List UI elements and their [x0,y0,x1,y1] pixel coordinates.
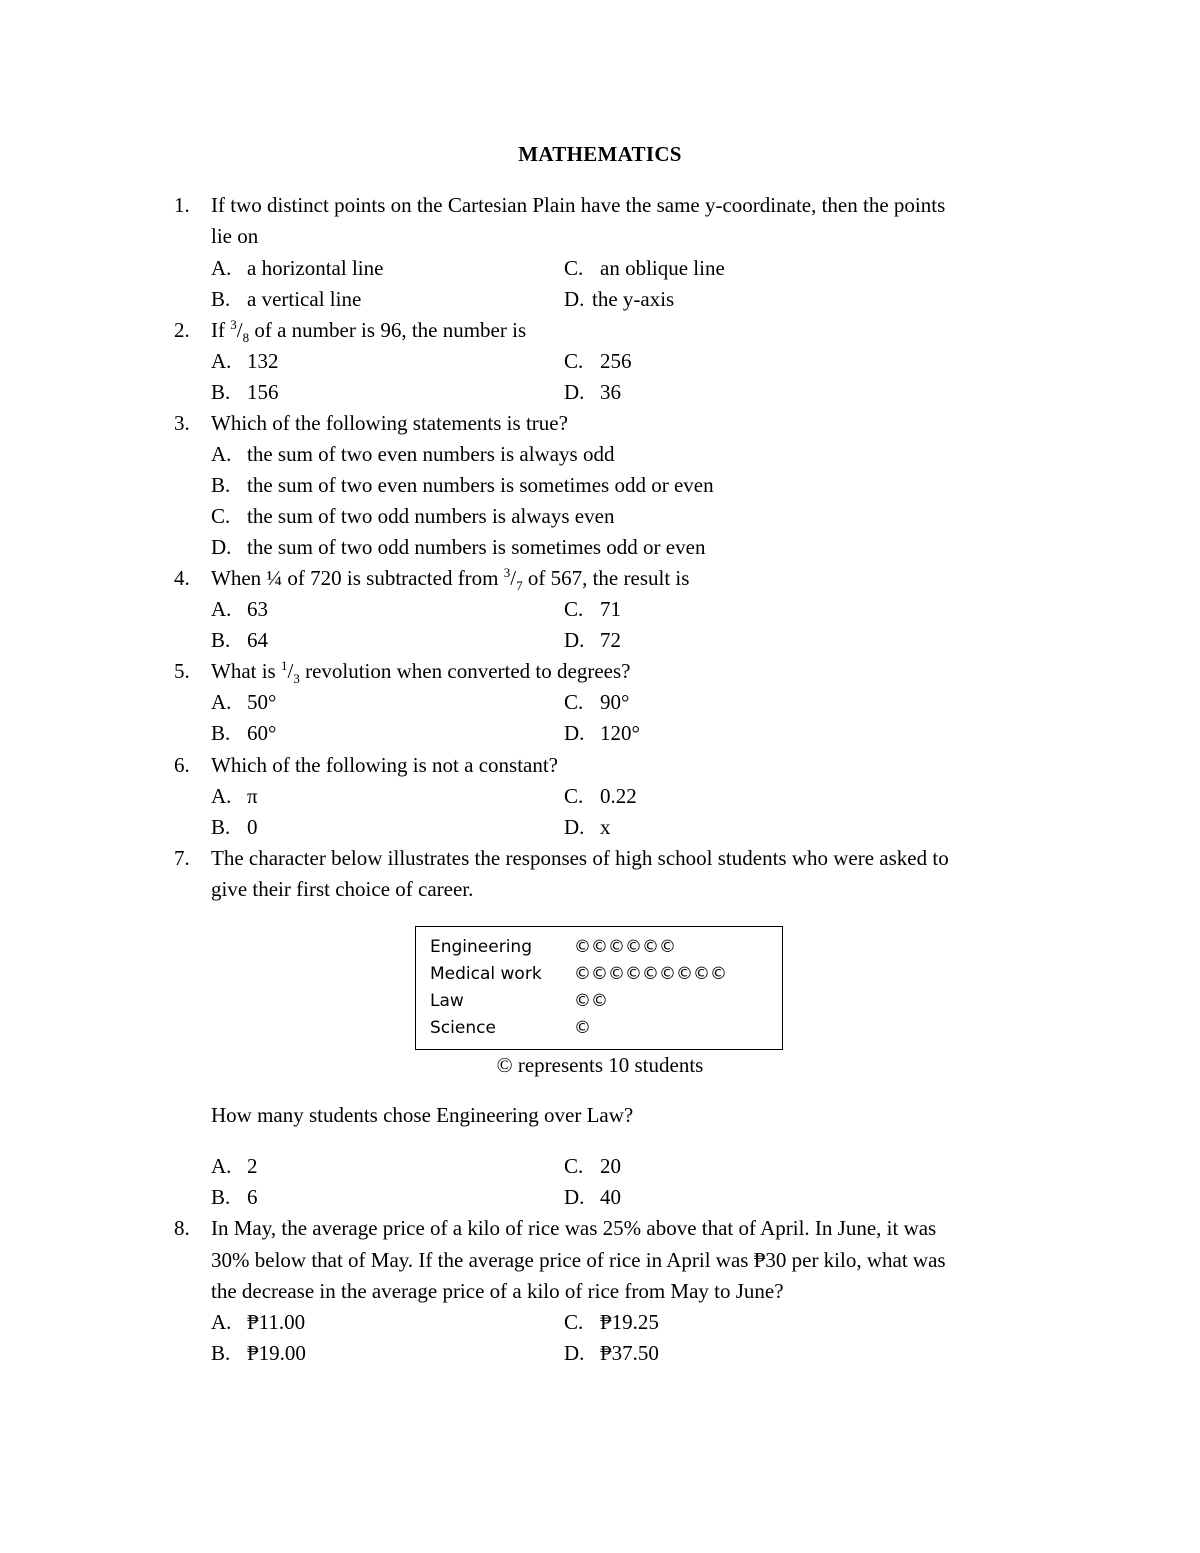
fraction-numerator: 3 [230,317,237,332]
option-label: A. [211,442,232,466]
pictograph-symbols: ©© [574,991,608,1011]
option-label: D. [564,628,585,652]
option-label: C. [564,256,584,280]
pictograph-label: Science [430,1018,496,1038]
pictograph-row [430,988,608,1014]
option-d [564,625,621,656]
question-text: give their first choice of career. [211,877,474,901]
question-text: How many students chose Engineering over Law? [211,1103,634,1127]
option-text: the sum of two odd numbers is always even [247,504,615,528]
option-a [211,594,268,625]
option-text: 63 [247,597,268,621]
option-text: 72 [600,628,621,652]
option-label: A. [211,349,232,373]
option-c [564,1307,659,1338]
option-text: a horizontal line [247,256,384,280]
text-segment: of a number is 96, the number is [249,318,527,342]
option-text: 36 [600,380,621,404]
option-label: B. [211,287,231,311]
option-label: B. [211,721,231,745]
question-text [211,315,526,346]
option-d [564,1338,659,1369]
fraction-denominator: 7 [516,578,523,594]
option-label: B. [211,628,231,652]
option-d [564,1182,621,1213]
option-label: C. [564,597,584,621]
option-a [211,1307,305,1338]
pictograph-row [430,1015,591,1041]
option-text: 0 [247,815,258,839]
option-text: 0.22 [600,784,637,808]
option-text: 2 [247,1154,258,1178]
pictograph-box [415,926,783,1050]
option-label: C. [564,1154,584,1178]
option-text: the y-axis [592,287,675,311]
option-b [211,812,258,843]
option-b [211,1338,306,1369]
option-text: π [247,784,258,808]
fraction-denominator: 3 [293,671,300,687]
option-d [564,284,674,315]
option-b [211,718,276,749]
pictograph-symbols: ©©©©©©©©© [574,964,727,984]
question-text [211,563,689,594]
option-c [564,781,637,812]
option-text: 120° [600,721,640,745]
option-label: C. [564,349,584,373]
question-number: 3. [174,411,190,435]
text-segment: revolution when converted to degrees? [299,659,631,683]
fraction-denominator: 8 [242,330,250,346]
option-text: ₱37.50 [600,1341,659,1365]
option-c [564,1151,621,1182]
option-label: B. [211,815,231,839]
option-label: A. [211,1310,232,1334]
fraction-slash: / [287,659,294,683]
option-c [211,501,614,532]
question-number: 8. [174,1216,190,1240]
option-label: D. [564,380,585,404]
option-text: the sum of two even numbers is sometimes odd or even [247,473,714,497]
pictograph-symbols: © [574,1018,591,1038]
option-label: D. [564,721,585,745]
option-text: 64 [247,628,268,652]
option-label: D. [564,287,585,311]
text-segment: If [211,318,231,342]
question-number: 7. [174,846,190,870]
option-label: D. [564,815,585,839]
option-label: C. [564,784,584,808]
option-text: ₱11.00 [247,1310,306,1334]
option-text: 90° [600,690,630,714]
option-text: 156 [247,380,279,404]
option-label: A. [211,784,232,808]
option-text: 71 [600,597,621,621]
fraction-slash: / [510,566,517,590]
pictograph-label: Engineering [430,937,532,957]
pictograph-symbols: ©©©©©© [574,937,676,957]
option-b [211,1182,258,1213]
question-number: 1. [174,193,190,217]
option-b [211,470,714,501]
option-a [211,439,614,470]
option-label: D. [211,535,232,559]
option-text: 40 [600,1185,621,1209]
option-label: A. [211,256,232,280]
option-label: A. [211,1154,232,1178]
option-label: B. [211,1185,231,1209]
option-d [564,377,621,408]
question-text: Which of the following is not a constant? [211,753,559,777]
option-label: C. [564,690,584,714]
option-label: B. [211,473,231,497]
fraction-slash: / [236,318,243,342]
question-text [211,656,630,687]
option-text: 6 [247,1185,258,1209]
pictograph-label: Medical work [430,964,542,984]
option-c [564,346,632,377]
option-label: D. [564,1341,585,1365]
option-label: A. [211,690,232,714]
option-label: A. [211,597,232,621]
pictograph-caption: © represents 10 students [496,1053,704,1077]
option-c [564,687,629,718]
option-d [564,812,611,843]
option-a [211,781,258,812]
question-number: 5. [174,659,190,683]
option-a [211,253,383,284]
question-text: the decrease in the average price of a kilo of rice from May to June? [211,1279,784,1303]
option-a [211,346,279,377]
option-text: ₱19.25 [600,1310,659,1334]
option-label: D. [564,1185,585,1209]
fraction-numerator: 1 [280,658,288,673]
question-number: 4. [174,566,190,590]
option-label: C. [211,504,231,528]
option-b [211,284,361,315]
option-text: 256 [600,349,632,373]
option-text: ₱19.00 [247,1341,306,1365]
option-label: B. [211,380,231,404]
pictograph-label: Law [430,991,464,1011]
page-title: MATHEMATICS [518,142,682,166]
option-a [211,687,276,718]
question-text: lie on [211,224,259,248]
option-label: C. [564,1310,584,1334]
pictograph-row [430,934,676,960]
question-number: 2. [174,318,190,342]
option-a [211,1151,258,1182]
question-text: 30% below that of May. If the average price of rice in April was ₱30 per kilo, what was [211,1248,946,1272]
text-segment: of 567, the result is [522,566,690,590]
pictograph-row [430,961,727,987]
option-b [211,625,268,656]
option-text: the sum of two odd numbers is sometimes odd or even [247,535,706,559]
option-text: a vertical line [247,287,362,311]
question-text: The character below illustrates the responses of high school students who were asked to [211,846,949,870]
fraction-numerator: 3 [503,565,511,580]
question-text: In May, the average price of a kilo of rice was 25% above that of April. In June, it was [211,1216,937,1240]
question-text: Which of the following statements is true? [211,411,568,435]
option-text: an oblique line [600,256,725,280]
option-text: 50° [247,690,277,714]
option-text: 132 [247,349,279,373]
option-c [564,253,725,284]
option-label: B. [211,1341,231,1365]
option-text: 60° [247,721,277,745]
text-segment: What is [211,659,281,683]
option-c [564,594,621,625]
option-text: the sum of two even numbers is always odd [247,442,615,466]
option-text: x [600,815,611,839]
option-d [564,718,640,749]
question-text: If two distinct points on the Cartesian Plain have the same y-coordinate, then the points [211,193,946,217]
option-text: 20 [600,1154,621,1178]
text-segment: When ¼ of 720 is subtracted from [211,566,504,590]
option-d [211,532,705,563]
question-number: 6. [174,753,190,777]
option-b [211,377,279,408]
